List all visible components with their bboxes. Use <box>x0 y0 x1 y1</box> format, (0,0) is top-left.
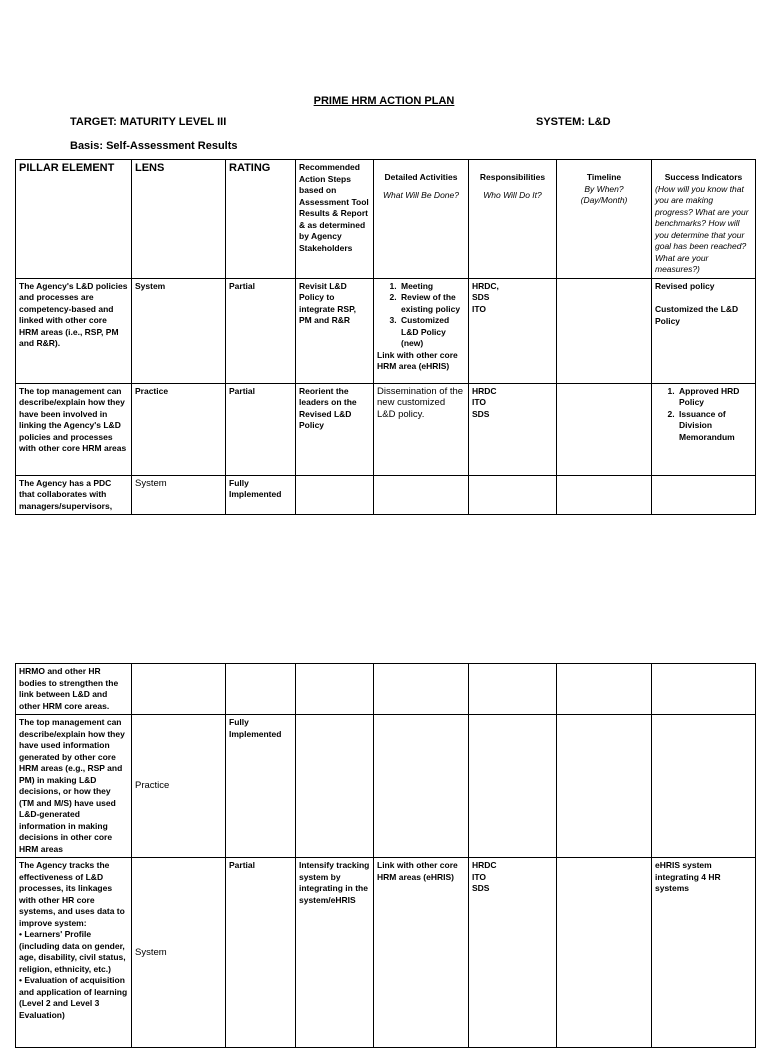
list-item: ITO <box>472 397 487 407</box>
table-row <box>16 278 756 383</box>
action-plan-table-continued <box>15 663 756 1048</box>
col-success-indicators <box>652 160 756 279</box>
system-label: SYSTEM: L&D <box>536 116 611 128</box>
list-item: • Evaluation of acquisition and application of learning (Level 2 and Level 3 Evaluation) <box>19 975 128 1020</box>
col-recommended-steps: Recommended Action Steps based on Assessment Tool Results & Report & as determined by Agency Stakeholders <box>296 160 374 279</box>
rating-cell: Partial <box>226 858 296 1048</box>
lens-cell <box>132 664 226 715</box>
table-row <box>16 858 756 1048</box>
pillar-cell: HRMO and other HR bodies to strengthen the link between L&D and other HRM core areas. <box>16 664 132 715</box>
page-title: PRIME HRM ACTION PLAN <box>313 95 455 107</box>
indicators-list <box>655 386 752 444</box>
pillar-cell <box>16 858 132 1048</box>
col-pillar-element: PILLAR ELEMENT <box>16 160 132 279</box>
list-item: • Learners' Profile (including data on gender, age, disability, civil status, religion, ethnicity, etc.) <box>19 929 126 974</box>
rating-cell: Fully Implemented <box>226 715 296 858</box>
rating-cell: Partial <box>226 278 296 383</box>
activities-cell: Dissemination of the new customized L&D policy. <box>374 383 469 475</box>
list-item: SDS <box>472 883 490 893</box>
timeline-cell <box>557 383 652 475</box>
steps-cell: Intensify tracking system by integrating in the system/eHRIS <box>296 858 374 1048</box>
steps-cell: Reorient the leaders on the Revised L&D Policy <box>296 383 374 475</box>
indicators-cell <box>652 664 756 715</box>
list-item: 3. Customized L&D Policy (new) <box>399 315 465 350</box>
activities-cell: Link with other core HRM areas (eHRIS) <box>374 858 469 1048</box>
activities-list <box>377 281 465 350</box>
col-indicators-title: Success Indicators <box>664 172 743 182</box>
table-row <box>16 475 756 515</box>
pillar-cell: The Agency has a PDC that collaborates with managers/supervisors, <box>16 475 132 515</box>
steps-cell <box>296 475 374 515</box>
responsibilities-cell <box>469 475 557 515</box>
table-row <box>16 715 756 858</box>
basis-label: Basis: Self-Assessment Results <box>70 140 238 152</box>
col-activities-sub: What Will Be Done? <box>383 189 459 200</box>
col-timeline <box>557 160 652 279</box>
indicators-cell <box>652 715 756 858</box>
indicators-cell <box>652 278 756 383</box>
list-item: 2. Issuance of Division Memorandum <box>677 409 752 444</box>
timeline-cell <box>557 715 652 858</box>
list-item: 1. Approved HRD Policy <box>677 386 752 409</box>
table-row <box>16 383 756 475</box>
list-item: SDS <box>472 408 490 419</box>
list-item: HRDC, <box>472 280 499 291</box>
col-resp-title: Responsibilities <box>479 172 546 182</box>
lens-cell: Practice <box>132 383 226 475</box>
list-item: Revised policy <box>655 280 715 291</box>
col-lens: LENS <box>132 160 226 279</box>
steps-cell <box>296 664 374 715</box>
col-timeline-title: Timeline <box>586 172 622 182</box>
timeline-cell <box>557 278 652 383</box>
list-item: ITO <box>472 303 487 314</box>
col-rating: RATING <box>226 160 296 279</box>
table-header-row <box>16 160 756 279</box>
timeline-cell <box>557 858 652 1048</box>
indicators-cell <box>652 383 756 475</box>
responsibilities-cell <box>469 664 557 715</box>
activities-cell <box>374 278 469 383</box>
timeline-cell <box>557 475 652 515</box>
list-item: ITO <box>472 871 487 882</box>
list-item: SDS <box>472 292 490 302</box>
rating-cell: Fully Implemented <box>226 475 296 515</box>
pillar-cell: The Agency's L&D policies and processes are competency-based and linked with other core HRM areas (i.e., RSP, PM and R&R). <box>16 278 132 383</box>
responsibilities-cell <box>469 858 557 1048</box>
steps-cell: Revisit L&D Policy to integrate RSP, PM and R&R <box>296 278 374 383</box>
indicators-cell: eHRIS system integrating 4 HR systems <box>652 858 756 1048</box>
pillar-text: The Agency tracks the effectiveness of L&D processes, its linkages with other HR core systems, and uses data to improve system: <box>19 860 125 928</box>
activities-cell <box>374 475 469 515</box>
list-item: 2. Review of the existing policy <box>399 292 465 315</box>
responsibilities-cell <box>469 715 557 858</box>
pillar-cell: The top management can describe/explain how they have been involved in linking the Agency's L&D policies and processes with other core HRM areas <box>16 383 132 475</box>
responsibilities-cell <box>469 383 557 475</box>
lens-cell: System <box>132 475 226 515</box>
list-item: 1. Meeting <box>399 281 465 293</box>
col-responsibilities <box>469 160 557 279</box>
steps-cell <box>296 715 374 858</box>
pillar-cell: The top management can describe/explain how they have used information generated by other core HRM areas (e.g., RSP and PM) in making L&D decisions, or how they (TM and M/S) have used L&D-generated information in making decisions in other core HRM areas <box>16 715 132 858</box>
col-indicators-sub: (How will you know that you are making progress? What are your benchmarks? How will you determine that your goal has been reached? What are your measures?) <box>655 183 749 274</box>
list-item: HRDC <box>472 860 497 870</box>
action-plan-table <box>15 159 756 515</box>
lens-cell: System <box>132 858 226 1048</box>
list-item: HRDC <box>472 385 497 396</box>
timeline-cell <box>557 664 652 715</box>
col-resp-sub: Who Will Do It? <box>483 189 542 200</box>
target-label: TARGET: MATURITY LEVEL III <box>70 116 227 128</box>
indicators-cell <box>652 475 756 515</box>
col-timeline-sub: By When? (Day/Month) <box>580 183 628 205</box>
activities-extra: Link with other core HRM area (eHRIS) <box>377 349 458 371</box>
col-detailed-activities <box>374 160 469 279</box>
table-row <box>16 664 756 715</box>
responsibilities-cell <box>469 278 557 383</box>
rating-cell: Partial <box>226 383 296 475</box>
activities-cell <box>374 715 469 858</box>
lens-cell: System <box>132 278 226 383</box>
col-activities-title: Detailed Activities <box>384 172 458 182</box>
activities-cell <box>374 664 469 715</box>
lens-cell: Practice <box>132 715 226 858</box>
list-item: Customized the L&D Policy <box>655 304 739 326</box>
rating-cell <box>226 664 296 715</box>
